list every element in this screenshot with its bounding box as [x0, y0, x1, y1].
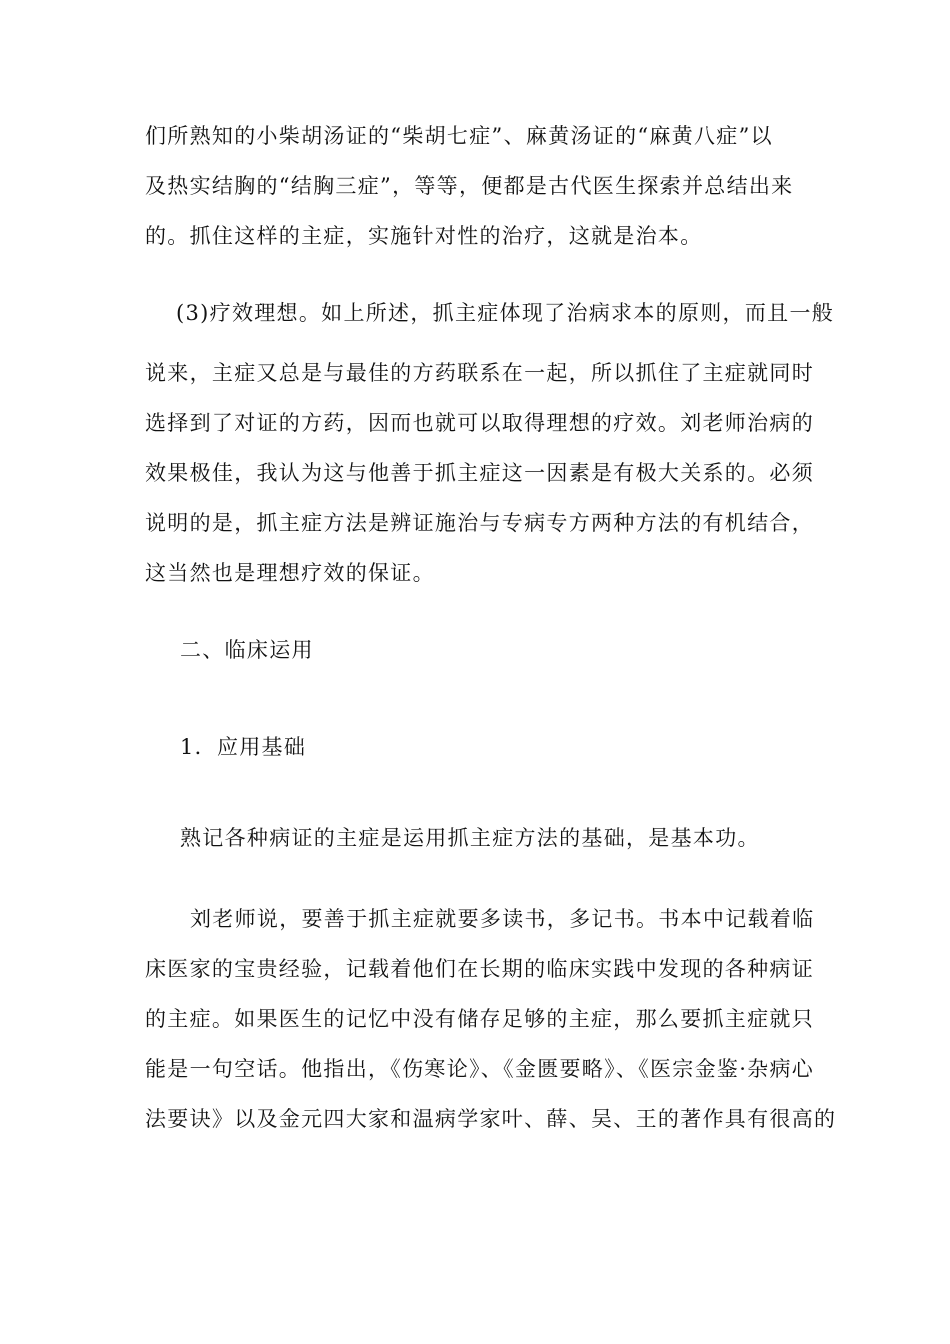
paragraph-4-line-5: 法要诀》以及金元四大家和温病学家叶、薛、吴、王的著作具有很高的 — [145, 1107, 837, 1131]
paragraph-4-line-1: 刘老师说，要善于抓主症就要多读书，多记书。书本中记载着临 — [190, 907, 815, 931]
paragraph-2-line-6: 这当然也是理想疗效的保证。 — [145, 561, 435, 585]
paragraph-2-line-5: 说明的是，抓主症方法是辨证施治与专病专方两种方法的有机结合， — [145, 511, 814, 535]
paragraph-3-line-1: 熟记各种病证的主症是运用抓主症方法的基础，是基本功。 — [180, 826, 760, 850]
paragraph-2-line-3: 选择到了对证的方药，因而也就可以取得理想的疗效。刘老师治病的 — [145, 411, 814, 435]
paragraph-1-line-3: 的。抓住这样的主症，实施针对性的治疗，这就是治本。 — [145, 224, 703, 248]
paragraph-1-line-1: 们所熟知的小柴胡汤证的“柴胡七症”、麻黄汤证的“麻黄八症”以 — [145, 124, 773, 148]
paragraph-2-line-2: 说来，主症又总是与最佳的方药联系在一起，所以抓住了主症就同时 — [145, 361, 814, 385]
paragraph-2-line-4: 效果极佳，我认为这与他善于抓主症这一因素是有极大关系的。必须 — [145, 461, 814, 485]
subsection-heading: 1．应用基础 — [180, 735, 307, 759]
paragraph-1-line-2: 及热实结胸的“结胸三症”，等等，便都是古代医生探索并总结出来 — [145, 174, 794, 198]
paragraph-4-line-3: 的主症。如果医生的记忆中没有储存足够的主症，那么要抓主症就只 — [145, 1007, 814, 1031]
paragraph-2-line-1: (3)疗效理想。如上所述，抓主症体现了治病求本的原则，而且一般 — [176, 301, 835, 325]
paragraph-4-line-2: 床医家的宝贵经验，记载着他们在长期的临床实践中发现的各种病证 — [145, 957, 814, 981]
paragraph-4-line-4: 能是一句空话。他指出，《伤寒论》、《金匮要略》、《医宗金鉴·杂病心 — [145, 1057, 815, 1081]
section-heading: 二、临床运用 — [180, 638, 314, 662]
